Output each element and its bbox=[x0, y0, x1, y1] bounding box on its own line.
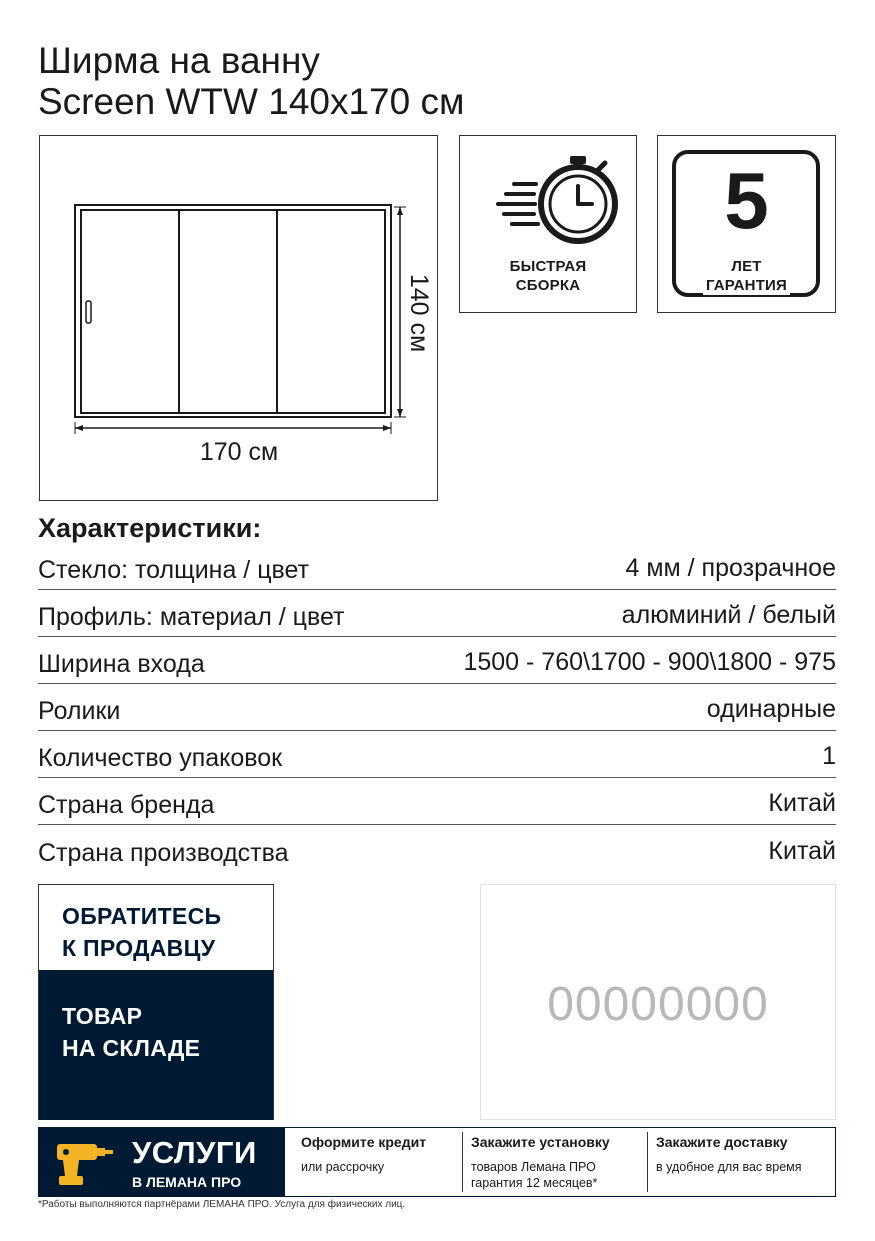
spec-row-brand-country bbox=[38, 778, 836, 825]
services-subtitle: В ЛЕМАНА ПРО bbox=[132, 1174, 242, 1190]
warranty-years-number: 5 bbox=[724, 156, 769, 245]
stopwatch-icon bbox=[480, 150, 620, 260]
spec-value: 1 bbox=[822, 742, 836, 770]
spec-value: 4 мм / прозрачное bbox=[625, 554, 836, 582]
height-dimension-label: 140 см bbox=[405, 273, 433, 353]
service-credit-line-1: или рассрочку bbox=[301, 1160, 385, 1174]
service-installation-text bbox=[471, 1159, 597, 1191]
contact-seller-text bbox=[62, 900, 221, 964]
characteristics-heading: Характеристики: bbox=[38, 513, 262, 543]
title-line-1: Ширма на ванну bbox=[38, 40, 320, 81]
service-installation[interactable] bbox=[471, 1128, 641, 1196]
door-handle bbox=[86, 301, 91, 323]
services-brand-block bbox=[39, 1128, 285, 1196]
warranty-caption-line-1: ЛЕТ bbox=[731, 258, 762, 275]
service-installation-line-1: товаров Лемана ПРО bbox=[471, 1160, 596, 1174]
in-stock-block bbox=[39, 970, 273, 1120]
product-code: 00000000 bbox=[547, 978, 769, 1031]
dimension-diagram bbox=[39, 135, 438, 501]
drill-icon bbox=[53, 1138, 115, 1188]
contact-seller-block bbox=[39, 885, 273, 970]
services-bar bbox=[38, 1127, 836, 1197]
spec-value: Китай bbox=[768, 837, 836, 865]
service-delivery-line-1: в удобное для вас время bbox=[656, 1160, 802, 1174]
spec-label: Ширина входа bbox=[38, 650, 205, 678]
warranty-badge bbox=[657, 135, 836, 313]
page-title bbox=[38, 40, 464, 122]
title-line-2: Screen WTW 140x170 см bbox=[38, 81, 465, 122]
service-delivery-text bbox=[656, 1159, 802, 1175]
spec-row-glass bbox=[38, 543, 836, 590]
in-stock-line-1: ТОВАР bbox=[62, 1003, 143, 1029]
assembly-caption-line-1: БЫСТРАЯ bbox=[509, 258, 587, 275]
assembly-caption bbox=[460, 257, 636, 295]
spec-value: 1500 - 760\1700 - 900\1800 - 975 bbox=[463, 648, 836, 676]
service-installation-title: Закажите установку bbox=[471, 1134, 610, 1150]
service-credit-text bbox=[301, 1159, 384, 1175]
in-stock-text bbox=[62, 1000, 200, 1064]
spec-value: алюминий / белый bbox=[621, 601, 836, 629]
spec-row-production-country bbox=[38, 825, 836, 872]
screen-inner-frame bbox=[81, 210, 385, 413]
spec-row-profile bbox=[38, 590, 836, 637]
contact-seller-line-2: К ПРОДАВЦУ bbox=[62, 935, 216, 961]
footnote: *Работы выполняются партнёрами ЛЕМАНА ПРО. Услуга для физических лиц. bbox=[38, 1199, 406, 1210]
spec-label: Профиль: материал / цвет bbox=[38, 603, 345, 631]
service-installation-line-2: гарантия 12 месяцев* bbox=[471, 1176, 598, 1190]
service-delivery-title: Закажите доставку bbox=[656, 1134, 788, 1150]
product-code-box bbox=[480, 884, 836, 1120]
seller-info-panel bbox=[38, 884, 274, 1120]
warranty-caption-line-2: ГАРАНТИЯ bbox=[703, 276, 790, 295]
spec-value: Китай bbox=[768, 789, 836, 817]
warranty-caption bbox=[658, 257, 835, 295]
service-credit[interactable] bbox=[301, 1128, 461, 1196]
spec-label: Количество упаковок bbox=[38, 744, 283, 772]
spec-row-entry-width bbox=[38, 637, 836, 684]
spec-value: одинарные bbox=[706, 695, 836, 723]
screen-outer-frame bbox=[75, 205, 391, 417]
spec-row-packages bbox=[38, 731, 836, 778]
spec-label: Ролики bbox=[38, 697, 121, 725]
width-dimension-label: 170 см bbox=[199, 438, 279, 466]
services-title: УСЛУГИ bbox=[132, 1135, 257, 1170]
spec-label: Стекло: толщина / цвет bbox=[38, 556, 310, 584]
spec-row-rollers bbox=[38, 684, 836, 731]
service-delivery[interactable] bbox=[656, 1128, 831, 1196]
service-credit-title: Оформите кредит bbox=[301, 1134, 427, 1150]
in-stock-line-2: НА СКЛАДЕ bbox=[62, 1035, 201, 1061]
assembly-caption-line-2: СБОРКА bbox=[515, 277, 581, 294]
spec-label: Страна бренда bbox=[38, 791, 215, 819]
contact-seller-line-1: ОБРАТИТЕСЬ bbox=[62, 903, 222, 929]
spec-label: Страна производства bbox=[38, 839, 289, 867]
fast-assembly-badge bbox=[459, 135, 637, 313]
